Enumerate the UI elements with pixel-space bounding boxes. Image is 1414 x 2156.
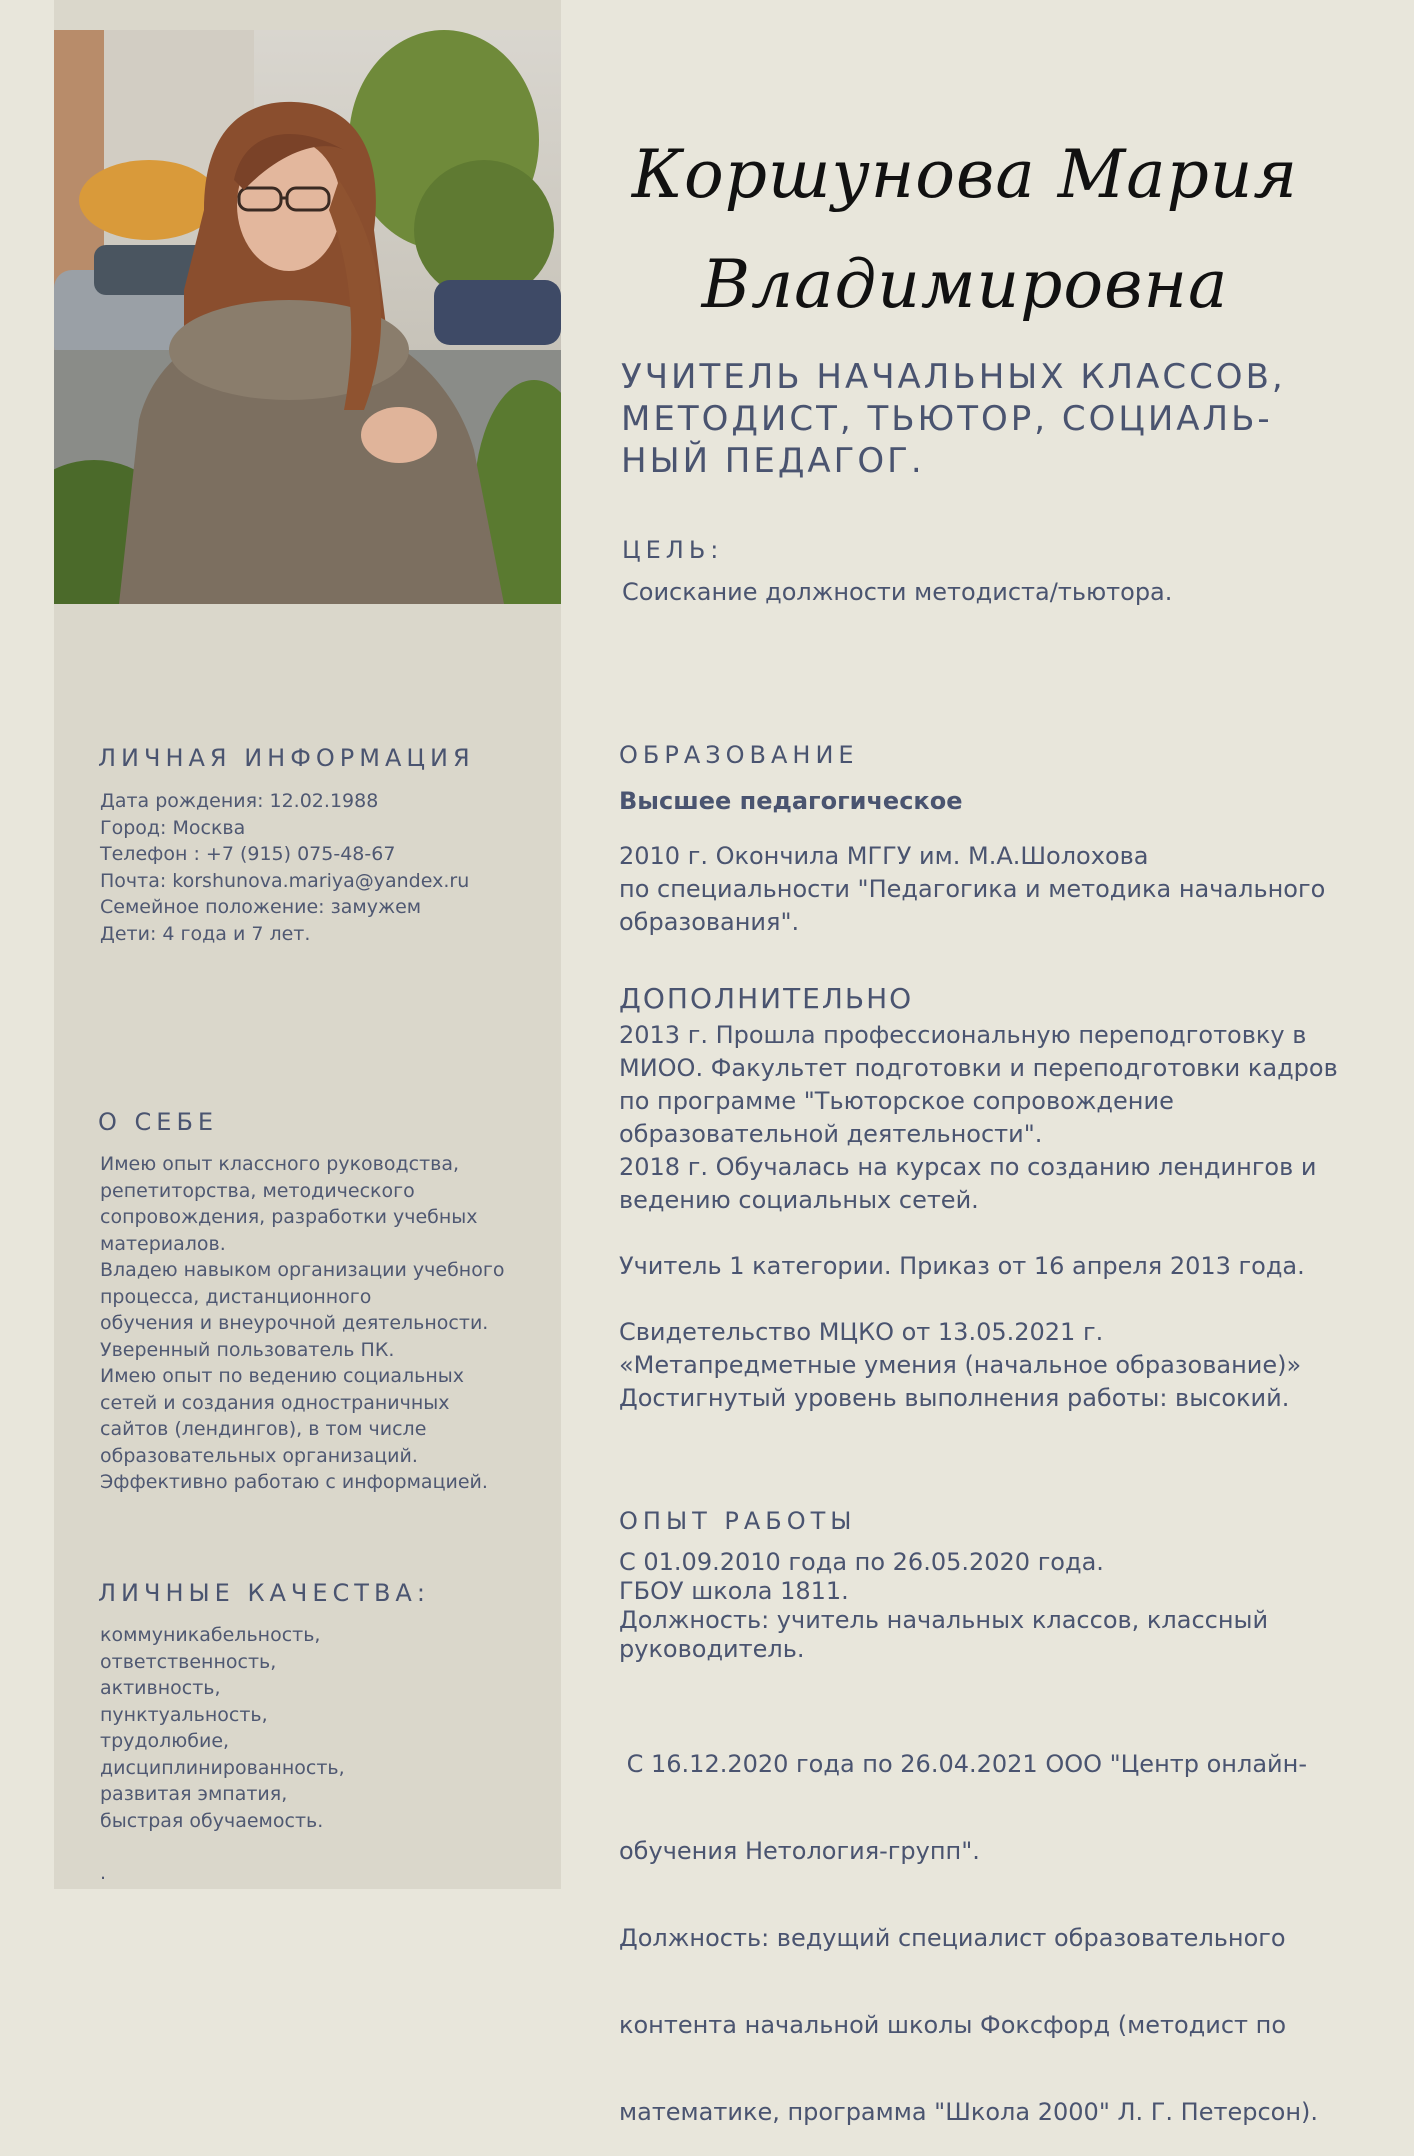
additional-line: ведению социальных сетей. xyxy=(619,1186,979,1214)
education-degree: Высшее педагогическое xyxy=(619,787,963,815)
quality-item: быстрая обучаемость. xyxy=(100,1809,324,1832)
education-text xyxy=(619,840,1325,939)
experience-job-1 xyxy=(619,1548,1268,1664)
job-1-line: С 01.09.2010 года по 26.05.2020 года. xyxy=(619,1548,1104,1576)
qualities-heading: ЛИЧНЫЕ КАЧЕСТВА: xyxy=(98,1579,430,1607)
additional-line: образовательной деятельности". xyxy=(619,1120,1043,1148)
quality-item: пунктуальность, xyxy=(100,1703,268,1726)
additional-line: МИОО. Факультет подготовки и переподготовки кадров xyxy=(619,1054,1338,1082)
quality-item: активность, xyxy=(100,1677,221,1699)
education-heading: ОБРАЗОВАНИЕ xyxy=(619,741,859,769)
about-line: сетей и создания одностраничных xyxy=(100,1391,450,1414)
additional-heading: ДОПОЛНИТЕЛЬНО xyxy=(619,982,914,1015)
personal-info-birthdate: Дата рождения: 12.02.1988 xyxy=(100,790,379,812)
about-line: процесса, дистанционного xyxy=(100,1285,372,1308)
about-text xyxy=(100,1151,504,1496)
certificate-text xyxy=(619,1316,1301,1415)
about-line: Владею навыком организации учебного xyxy=(100,1259,505,1281)
about-line: сайтов (лендингов), в том числе xyxy=(100,1418,427,1440)
job-1-line: ГБОУ школа 1811. xyxy=(619,1577,849,1605)
personal-info-phone: Телефон : +7 (915) 075-48-67 xyxy=(100,843,396,865)
about-line: Эффективно работаю с информацией. xyxy=(100,1471,488,1493)
job-2-line: С 16.12.2020 года по 26.04.2021 ООО "Центр онлайн- xyxy=(619,1750,1307,1778)
about-line: Имею опыт классного руководства, xyxy=(100,1153,460,1175)
teacher-category: Учитель 1 категории. Приказ от 16 апреля 2013 года. xyxy=(619,1252,1305,1280)
personal-info-city: Город: Москва xyxy=(100,816,246,839)
about-line: материалов. xyxy=(100,1232,226,1255)
name-line-2: Владимировна xyxy=(701,246,1229,323)
about-line: сопровождения, разработки учебных xyxy=(100,1206,478,1228)
qualities-list xyxy=(100,1622,345,1834)
about-heading: О СЕБЕ xyxy=(98,1108,219,1136)
position-title-line-2: МЕТОДИСТ, ТЬЮТОР, СОЦИАЛЬ- xyxy=(621,399,1273,439)
certificate-line: «Метапредметные умения (начальное образование)» xyxy=(619,1351,1302,1379)
additional-line: по программе "Тьюторское сопровождение xyxy=(619,1087,1174,1115)
additional-line: 2013 г. Прошла профессиональную переподготовку в xyxy=(619,1021,1307,1049)
goal-text: Соискание должности методиста/тьютора. xyxy=(622,578,1173,606)
quality-item: развитая эмпатия, xyxy=(100,1783,288,1805)
education-line: по специальности "Педагогика и методика начального xyxy=(619,875,1326,903)
quality-item: ответственность, xyxy=(100,1650,277,1673)
job-2-line: математике, программа "Школа 2000" Л. Г. Петерсон). xyxy=(619,2098,1319,2126)
position-title xyxy=(621,356,1321,482)
about-line: образовательных организаций. xyxy=(100,1444,418,1467)
job-1-line: руководитель. xyxy=(619,1635,805,1663)
qualities-trailing-dot: . xyxy=(100,1862,107,1884)
quality-item: дисциплинированность, xyxy=(100,1756,345,1779)
experience-job-2 xyxy=(619,1692,1318,2156)
personal-info-heading: ЛИЧНАЯ ИНФОРМАЦИЯ xyxy=(98,744,475,772)
education-line: образования". xyxy=(619,908,800,936)
quality-item: коммуникабельность, xyxy=(100,1624,321,1646)
certificate-line: Свидетельство МЦКО от 13.05.2021 г. xyxy=(619,1318,1104,1346)
job-1-line: Должность: учитель начальных классов, классный xyxy=(619,1606,1269,1634)
about-line: репетиторства, методического xyxy=(100,1179,415,1202)
additional-line: 2018 г. Обучалась на курсах по созданию лендингов и xyxy=(619,1153,1317,1181)
job-2-line: обучения Нетология-групп". xyxy=(619,1837,980,1865)
additional-text xyxy=(619,1019,1338,1217)
quality-item: трудолюбие, xyxy=(100,1730,230,1752)
personal-info-children: Дети: 4 года и 7 лет. xyxy=(100,922,311,945)
full-name xyxy=(620,120,1310,340)
goal-heading: ЦЕЛЬ: xyxy=(622,536,724,564)
profile-photo xyxy=(54,30,561,604)
personal-info-marital: Семейное положение: замужем xyxy=(100,896,422,918)
personal-info-list xyxy=(100,788,469,947)
job-2-line: Должность: ведущий специалист образовательного xyxy=(619,1924,1286,1952)
personal-info-email: Почта: korshunova.mariya@yandex.ru xyxy=(100,869,470,892)
position-title-line-1: УЧИТЕЛЬ НАЧАЛЬНЫХ КЛАССОВ, xyxy=(621,357,1286,397)
profile-photo-image xyxy=(54,30,561,604)
name-line-1: Коршунова Мария xyxy=(631,136,1299,213)
job-2-line: контента начальной школы Фоксфорд (методист по xyxy=(619,2011,1287,2039)
about-line: Уверенный пользователь ПК. xyxy=(100,1338,395,1361)
about-line: Имею опыт по ведению социальных xyxy=(100,1365,465,1387)
about-line: обучения и внеурочной деятельности. xyxy=(100,1312,489,1334)
certificate-line: Достигнутый уровень выполнения работы: высокий. xyxy=(619,1384,1290,1412)
experience-heading: ОПЫТ РАБОТЫ xyxy=(619,1507,857,1535)
education-line: 2010 г. Окончила МГГУ им. М.А.Шолохова xyxy=(619,842,1149,870)
position-title-line-3: НЫЙ ПЕДАГОГ. xyxy=(621,441,925,481)
